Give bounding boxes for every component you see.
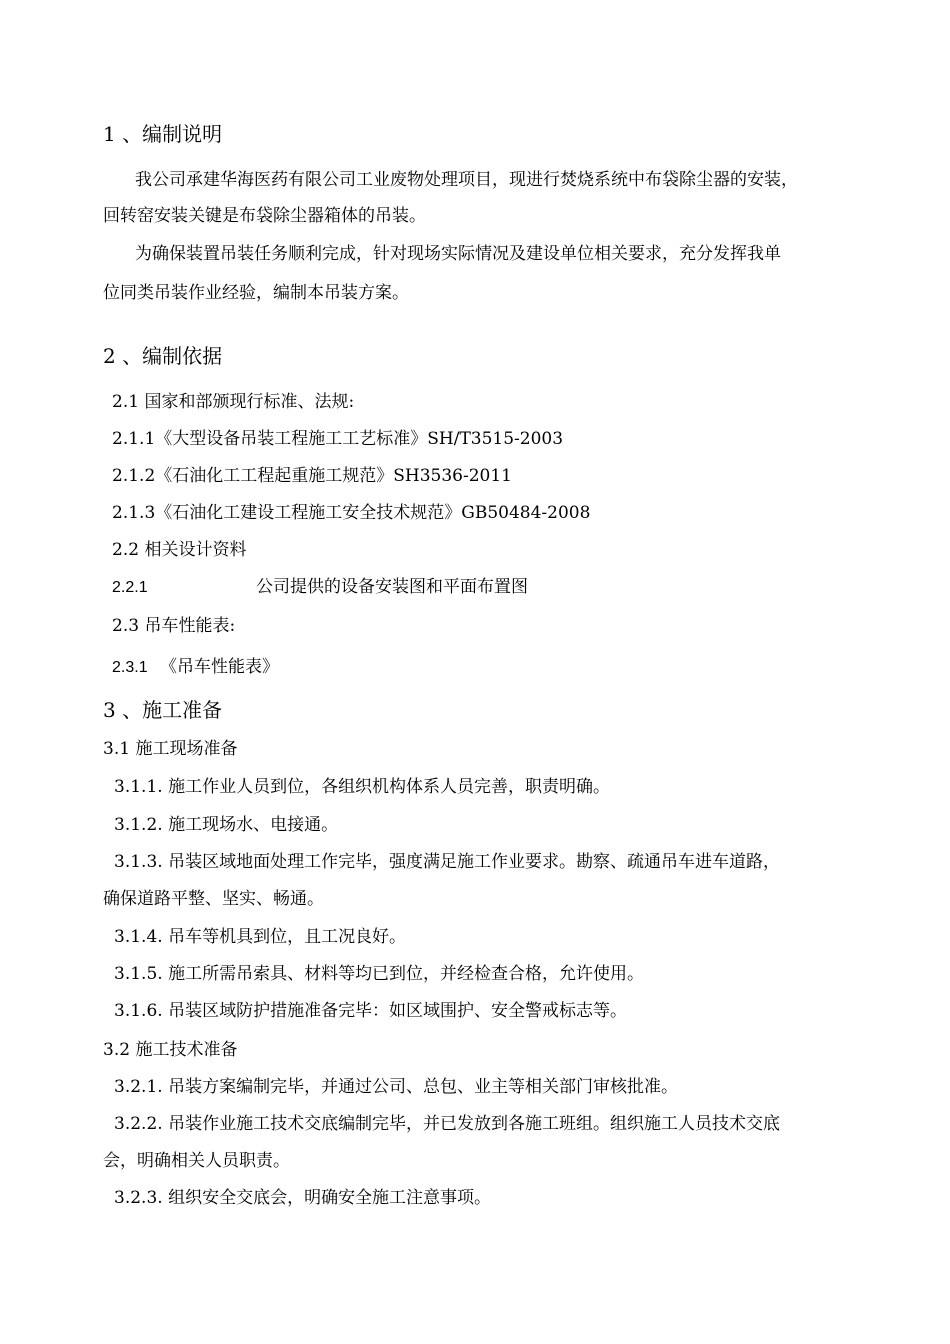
item-3-1-1: 3.1.1. 施工作业人员到位，各组织机构体系人员完善，职责明确。 [114, 777, 611, 797]
item-2-1-1: 2.1.1《大型设备吊装工程施工工艺标准》SH/T3515-2003 [112, 429, 564, 449]
section-1-heading: 1 、编制说明 [103, 122, 223, 146]
section-1-paragraph-2-line-2: 位同类吊装作业经验，编制本吊装方案。 [103, 283, 409, 303]
section-2-heading: 2 、编制依据 [103, 344, 223, 368]
item-2-1-3: 2.1.3《石油化工建设工程施工安全技术规范》GB50484-2008 [112, 503, 591, 523]
section-1-paragraph-1-line-2: 回转窑安装关键是布袋除尘器箱体的吊装。 [103, 206, 426, 226]
item-2-2-1-text: 公司提供的设备安装图和平面布置图 [256, 577, 528, 597]
item-3-2-2-line-1: 3.2.2. 吊装作业施工技术交底编制完毕，并已发放到各施工班组。组织施工人员技术交底 [114, 1114, 781, 1134]
item-3-1-2: 3.1.2. 施工现场水、电接通。 [114, 815, 339, 835]
item-2-1: 2.1 国家和部颁现行标准、法规: [112, 392, 355, 412]
item-2-3: 2.3 吊车性能表: [112, 616, 236, 636]
item-2-2: 2.2 相关设计资料 [112, 540, 247, 560]
section-3-heading: 3 、施工准备 [103, 698, 223, 722]
section-1-paragraph-1-line-1: 我公司承建华海医药有限公司工业废物处理项目，现进行焚烧系统中布袋除尘器的安装， [135, 170, 798, 190]
item-3-1-3-line-1: 3.1.3. 吊装区域地面处理工作完毕，强度满足施工作业要求。勘察、疏通吊车进车道路， [114, 852, 781, 872]
item-3-2-3: 3.2.3. 组织安全交底会，明确安全施工注意事项。 [114, 1188, 492, 1208]
item-3-1-5: 3.1.5. 施工所需吊索具、材料等均已到位，并经检查合格，允许使用。 [114, 964, 645, 984]
item-3-2-2-line-2: 会，明确相关人员职责。 [103, 1151, 290, 1171]
item-3-1-3-line-2: 确保道路平整、坚实、畅通。 [103, 889, 324, 909]
item-2-2-1-number: 2.2.1 [112, 579, 148, 596]
section-3-1-title: 3.1 施工现场准备 [103, 739, 238, 759]
item-3-1-4: 3.1.4. 吊车等机具到位，且工况良好。 [114, 927, 407, 947]
item-3-1-6: 3.1.6. 吊装区域防护措施准备完毕：如区域围护、安全警戒标志等。 [114, 1001, 628, 1021]
item-2-1-2: 2.1.2《石油化工工程起重施工规范》SH3536-2011 [112, 466, 512, 486]
item-2-3-1-text: 《吊车性能表》 [160, 657, 279, 677]
section-3-2-title: 3.2 施工技术准备 [103, 1040, 238, 1060]
item-3-2-1: 3.2.1. 吊装方案编制完毕，并通过公司、总包、业主等相关部门审核批准。 [114, 1077, 679, 1097]
section-1-paragraph-2-line-1: 为确保装置吊装任务顺利完成，针对现场实际情况及建设单位相关要求，充分发挥我单 [135, 244, 781, 264]
item-2-3-1-number: 2.3.1 [112, 659, 148, 676]
